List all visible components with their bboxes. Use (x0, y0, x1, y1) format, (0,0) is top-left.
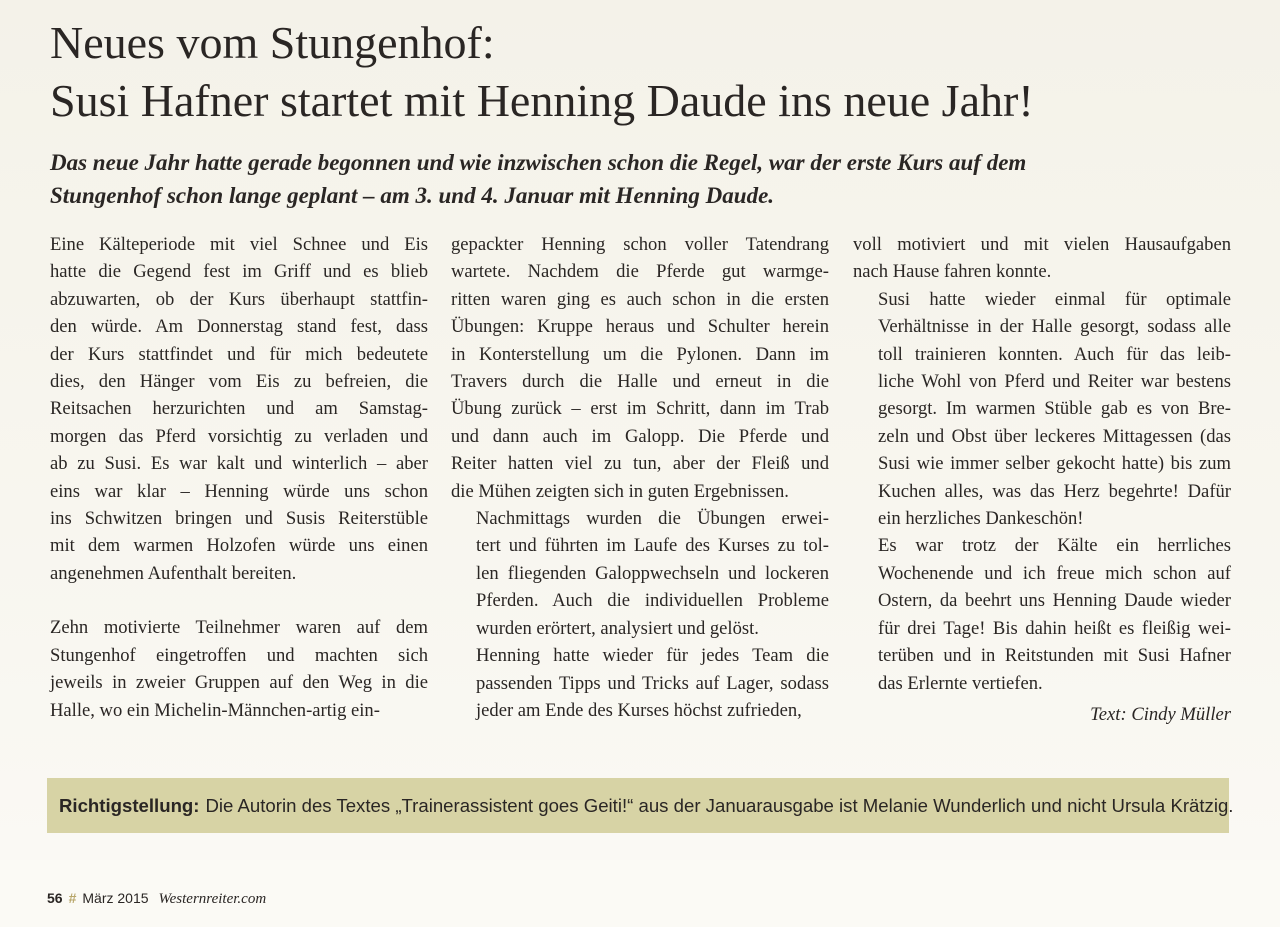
text-line: abzuwarten, ob der Kurs überhaupt stattfin- (50, 288, 428, 310)
text-line: angenehmen Aufenthalt bereiten. (50, 562, 297, 584)
text-line: ab zu Susi. Es war kalt und winterlich – aber (50, 453, 428, 475)
text-line: Susi wie immer selber gekocht hatte) bis zum (878, 453, 1231, 475)
column-3-paragraph-3 (853, 532, 1231, 696)
lead-line-2: Stungenhof schon lange geplant – am 3. und 4. Januar mit Henning Daude. (50, 183, 775, 208)
text-line: ins Schwitzen bringen und Susis Reiterstüble (50, 508, 428, 530)
site-name: Westernreiter.com (158, 891, 267, 907)
issue-date: März 2015 (82, 890, 149, 906)
text-line: Wochenende und ich freue mich schon auf (878, 562, 1231, 584)
text-line: zeln und Obst über leckeres Mittagessen (das (878, 425, 1231, 447)
text-line: die Mühen zeigten sich in guten Ergebnissen. (451, 480, 789, 502)
text-line: Reitsachen herzurichten und am Samstag- (50, 398, 428, 420)
lead-line-1: Das neue Jahr hatte gerade begonnen und wie inzwischen schon die Regel, war der erste Kurs auf dem (50, 150, 1027, 175)
text-line: Nachmittags wurden die Übungen erwei- (476, 508, 829, 530)
text-line: jeweils in zweier Gruppen auf den Weg in die (50, 672, 428, 694)
text-line: Eine Kälteperiode mit viel Schnee und Eis (50, 234, 428, 255)
text-line: Verhältnisse in der Halle gesorgt, sodass alle (878, 316, 1231, 338)
correction-label: Richtigstellung: (59, 794, 200, 816)
text-line: passenden Tipps und Tricks auf Lager, sodass (476, 672, 829, 694)
text-line: ein herzliches Dankeschön! (878, 508, 1084, 530)
correction-box (47, 778, 1234, 833)
text-line: und dann auch im Galopp. Die Pferde und (451, 425, 829, 447)
text-line: für drei Tage! Bis dahin heißt es fleißig wei- (878, 617, 1231, 639)
text-line: Kuchen alles, was das Herz begehrte! Dafür (878, 480, 1231, 502)
page-number: 56 (47, 890, 63, 906)
column-2-paragraph-1 (451, 231, 829, 505)
text-line: Es war trotz der Kälte ein herrliches (878, 535, 1231, 557)
correction-text: Die Autorin des Textes „Trainerassistent goes Geiti!“ aus der Januarausgabe ist Melanie Wunderlich und nicht Ursula Krätzig. (205, 794, 1234, 816)
text-line: Zehn motivierte Teilnehmer waren auf dem (50, 617, 428, 639)
text-line: ritten waren ging es auch schon in die ersten (451, 288, 829, 310)
column-3-paragraph-2 (853, 286, 1231, 533)
text-line: Ostern, da beehrt uns Henning Daude wieder (878, 590, 1231, 612)
text-line: Halle, wo ein Michelin-Männchen-artig ein- (50, 699, 380, 721)
text-line: wartete. Nachdem die Pferde gut warmge- (451, 261, 829, 283)
column-1-paragraph-1 (50, 231, 428, 587)
text-line: wurden erörtert, analysiert und gelöst. (476, 617, 759, 639)
article-headline (50, 14, 1230, 130)
text-line: in Konterstellung um die Pylonen. Dann im (451, 343, 829, 365)
column-1-paragraph-2 (50, 614, 428, 724)
text-line: den würde. Am Donnerstag stand fest, dass (50, 316, 428, 338)
text-line: mit dem warmen Holzofen würde uns einen (50, 535, 428, 557)
text-column-3 (853, 231, 1231, 728)
text-line: eins war klar – Henning würde uns schon (50, 480, 428, 502)
text-line: liche Wohl von Pferd und Reiter war bestens (878, 371, 1231, 393)
text-line: Travers durch die Halle und erneut in die (451, 371, 829, 393)
author-signature: Text: Cindy Müller (1090, 703, 1231, 725)
text-column-1 (50, 231, 428, 724)
text-line: terüben und in Reitstunden mit Susi Hafner (878, 645, 1231, 667)
text-line: toll trainieren konnten. Auch für das leib- (878, 343, 1231, 365)
column-2-paragraph-3 (451, 642, 829, 724)
text-line: dies, den Hänger vom Eis zu befreien, die (50, 371, 428, 393)
text-line: Stungenhof eingetroffen und machten sich (50, 644, 428, 666)
text-line: Pferden. Auch die individuellen Probleme (476, 590, 829, 612)
text-line: Reiter hatten viel zu tun, aber der Fleiß und (451, 453, 829, 475)
text-line: hatte die Gegend fest im Griff und es blieb (50, 261, 428, 283)
text-line: len fliegenden Galoppwechseln und lockeren (476, 562, 829, 584)
text-line: Übung zurück – erst im Schritt, dann im Trab (451, 398, 829, 420)
text-line: tert und führten im Laufe des Kurses zu tol- (476, 535, 829, 557)
article-lead (50, 146, 1230, 212)
column-3-paragraph-1 (853, 231, 1231, 286)
text-column-2 (451, 231, 829, 724)
text-line: Übungen: Kruppe heraus und Schulter herein (451, 316, 829, 338)
text-line: der Kurs stattfindet und für mich bedeutete (50, 343, 428, 365)
text-line: voll motiviert und mit vielen Hausaufgaben (853, 234, 1231, 255)
footer-separator: # (68, 890, 77, 906)
text-line: gepackter Henning schon voller Tatendrang (451, 234, 829, 255)
text-line: jeder am Ende des Kurses höchst zufrieden, (476, 699, 802, 721)
text-line: nach Hause fahren konnte. (853, 261, 1052, 283)
text-line: Susi hatte wieder einmal für optimale (878, 288, 1231, 310)
headline-line-1: Neues vom Stungenhof: (50, 17, 495, 68)
column-2-paragraph-2 (451, 505, 829, 642)
text-line: das Erlernte vertiefen. (878, 672, 1043, 694)
text-line: gesorgt. Im warmen Stüble gab es von Bre- (878, 398, 1231, 420)
text-line: morgen das Pferd vorsichtig zu verladen und (50, 425, 428, 447)
page-footer (47, 890, 266, 908)
text-line: Henning hatte wieder für jedes Team die (476, 645, 829, 667)
headline-line-2: Susi Hafner startet mit Henning Daude ins neue Jahr! (50, 75, 1034, 126)
